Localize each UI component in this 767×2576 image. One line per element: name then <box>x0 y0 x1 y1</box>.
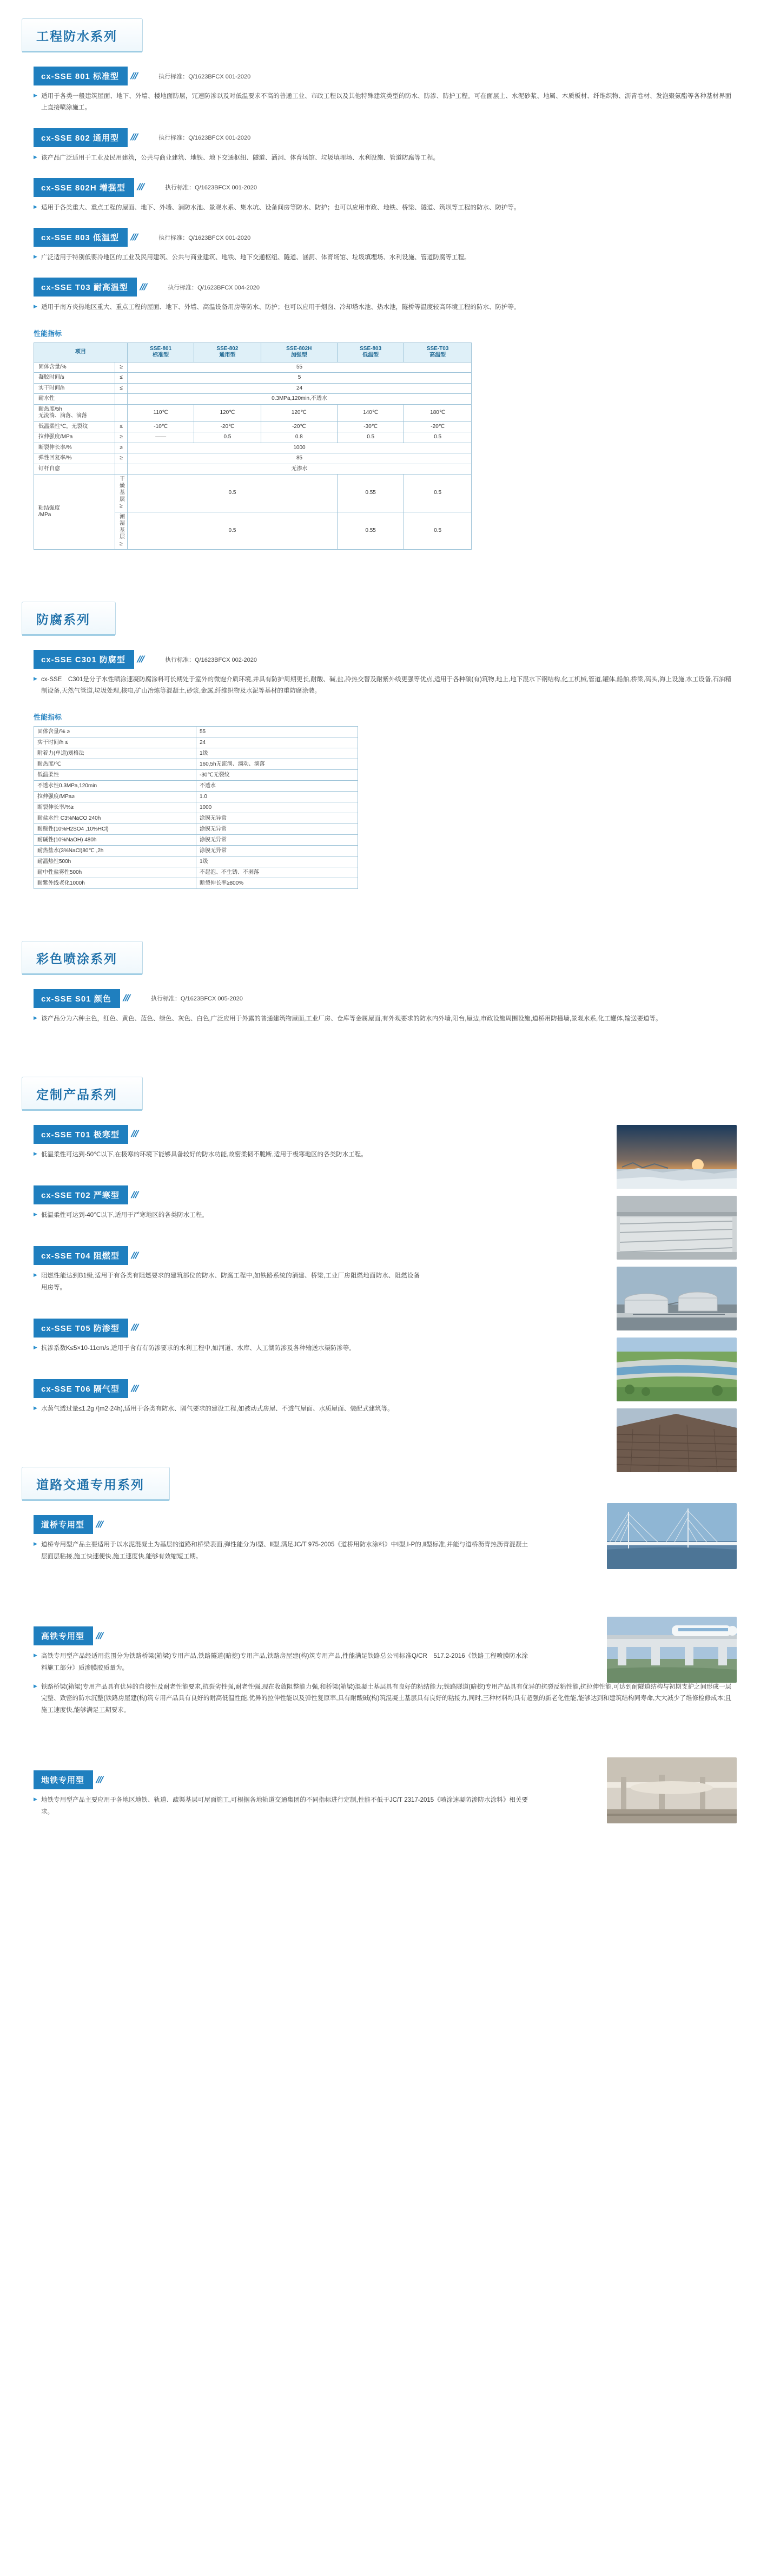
table-cell: 0.8 <box>261 432 337 443</box>
row-label: 实干时间/h ≤ <box>34 737 196 748</box>
row-symbol: ≥ <box>115 362 128 373</box>
product-name-t06: cx-SSE T06 隔气型 <box>34 1379 128 1398</box>
row-label: 固体含量/% ≥ <box>34 726 196 737</box>
row-label: 钉杆自愈 <box>34 464 115 475</box>
section-heading-text: 道路交通专用系列 <box>36 1478 144 1492</box>
table-cell: 55 <box>128 362 472 373</box>
product-desc-t03: 适用于南方炎热地区重大、重点工程的屋面、地下、外墙、高温设备用房等防水、防护；也可以应用于烟囱、冷却塔水池、热水池，隧桥等温度较高环境工程的防水、防护等。 <box>41 304 520 311</box>
triangle-bullet-icon: ▶ <box>34 1796 37 1802</box>
th-801: SSE-801 标准型 <box>128 342 194 362</box>
row-label: 耐热度/℃ <box>34 759 196 769</box>
product-name-road-subway: 地铁专用型 <box>34 1770 93 1789</box>
slash-decor-icon: /// <box>129 232 139 242</box>
triangle-bullet-icon: ▶ <box>34 1652 37 1658</box>
industrial-tanks-image <box>617 1267 737 1330</box>
product-desc-803-row <box>34 252 731 263</box>
railway-viaduct-image <box>607 1617 737 1683</box>
product-standard-t03: 执行标准：Q/1623BFCX 004-2020 <box>168 284 260 291</box>
product-desc-c301-row <box>34 674 731 697</box>
table-row <box>34 421 472 432</box>
product-desc-t02: 低温柔性可达到-40℃以下,适用于严寒地区的各类防水工程。 <box>41 1212 208 1219</box>
row-label: 耐紫外线老化1000h <box>34 878 196 888</box>
perf-table-title: 性能指标 <box>34 329 62 338</box>
row-label: 凝胶时间/s <box>34 373 115 384</box>
product-name-t03: cx-SSE T03 耐高温型 <box>34 278 137 297</box>
section-anticorrosion <box>0 583 767 650</box>
section-waterproof <box>0 0 767 67</box>
table-cell: 0.5 <box>128 475 338 512</box>
product-name-road-rail: 高铁专用型 <box>34 1626 93 1645</box>
table-cell: -10℃ <box>128 421 194 432</box>
row-symbol <box>115 394 128 405</box>
table-cell: 0.5 <box>404 475 472 512</box>
table-row <box>34 769 358 780</box>
product-header-c301 <box>34 650 767 669</box>
table-header-row <box>34 342 472 362</box>
triangle-bullet-icon: ▶ <box>34 304 37 309</box>
table-row <box>34 748 358 759</box>
product-standard-802: 执行标准：Q/1623BFCX 001-2020 <box>158 135 251 142</box>
product-desc-c301: cx-SSE C301是分子水性喷涂速凝防腐涂料可长期处于室外的微饱介质环境,并具有防护周期更长,耐酸、碱,盐,冷热交替及耐紫外线更强等优点,适用于各种碳(有)筑物,地上,地下混水下钢结构,化工机械,管道,罐体,船舶,桥梁,码头,海上设施,水工设备,石油精制设备,天然气管道,垃圾处理,核电,矿山冶炼等混凝土,砂浆,金属,纤维织物及水泥等基材的重防腐涂装。 <box>41 676 731 695</box>
slash-decor-icon: /// <box>95 1630 104 1641</box>
product-desc-road-rail-row <box>34 1651 553 1674</box>
product-name-t01: cx-SSE T01 极寒型 <box>34 1125 128 1144</box>
row-label: 低温柔性 <box>34 769 196 780</box>
green-canal-image <box>617 1338 737 1401</box>
product-desc-803: 广泛适用于特别低要冷地区的工业及民用建筑、公共与商业建筑、地铁、地下交通枢纽、隧道、涵洞、体育场馆、垃圾填埋场、水利设施、管道防腐等工程。 <box>41 254 471 261</box>
product-name-c301: cx-SSE C301 防腐型 <box>34 650 134 669</box>
product-desc-road-subway-row <box>34 1795 553 1818</box>
row-value: 不透水 <box>196 780 358 791</box>
product-desc-road-bridge: 道桥专用型产品主要适用于以水泥混凝土为基层的道路和桥梁表面,弹性能分为Ⅰ型、Ⅱ型,满足JC/T 975-2005《道桥用防水涂料》中Ⅰ型,Ⅰ-P的,Ⅱ型标准,并能与道桥沥青热沥青混凝土层面层粘接,施工快速便快,施工速度快,能够有效缩短工期。 <box>41 1541 528 1560</box>
table-cell: -20℃ <box>194 421 261 432</box>
row-symbol: ≥ <box>115 432 128 443</box>
table-row <box>34 813 358 823</box>
triangle-bullet-icon: ▶ <box>34 93 37 98</box>
cable-bridge-image <box>607 1503 737 1569</box>
road-item-bridge <box>0 1515 767 1602</box>
triangle-bullet-icon: ▶ <box>34 1683 37 1689</box>
row-label: 实干时间/h <box>34 383 115 394</box>
slash-decor-icon: /// <box>95 1519 104 1530</box>
row-label: 弹性回复率/% <box>34 453 115 464</box>
product-name-803: cx-SSE 803 低温型 <box>34 228 128 247</box>
table-cell: 0.5 <box>128 512 338 550</box>
photo-tile-roof <box>617 1408 737 1472</box>
row-sublabel: 潮湿基层 ≥ <box>115 512 128 550</box>
row-label: 拉伸强度/MPa <box>34 432 115 443</box>
product-header-t01 <box>34 1125 444 1144</box>
product-standard-c301: 执行标准：Q/1623BFCX 002-2020 <box>165 656 257 663</box>
photo-concrete-bridge-deck <box>617 1196 737 1260</box>
perf-table-body <box>34 362 472 550</box>
table-row <box>34 802 358 813</box>
section-heading-text: 工程防水系列 <box>36 29 117 43</box>
table-cell: 0.5 <box>404 512 472 550</box>
table-cell: 120℃ <box>261 404 337 421</box>
triangle-bullet-icon: ▶ <box>34 1272 37 1278</box>
table-cell: -20℃ <box>261 421 337 432</box>
product-desc-801: 适用于各类一般建筑屋面、地下、外墙、楼地面防层，冗速防渗以及对低温要求不高的普通工业、市政工程以及其他特殊建筑类型的防水、防渗、防护工程。可在面层上、水泥砂浆、地属、木质板材、纤维织物、沥青卷材、发泡聚氨酯等各种基材界面上直接喷涂施工。 <box>41 93 731 111</box>
product-header-s01 <box>34 989 767 1008</box>
slash-decor-icon: /// <box>95 1774 104 1785</box>
table-cell: 0.3MPa,120min,不透水 <box>128 394 472 405</box>
performance-table-anticorrosion <box>34 726 358 889</box>
product-desc-t04: 阻燃性能达到B1级,适用于有各类有阻燃要求的建筑部位的防水、防腐工程中,如铁路系统的消建、桥梁,工业厂房阻燃地面防水、阻燃设备用房等。 <box>41 1273 420 1291</box>
product-name-802h: cx-SSE 802H 增强型 <box>34 178 134 197</box>
row-label: 耐温热性500h <box>34 856 196 867</box>
row-label: 耐盐水性 C3%NaCO 240h <box>34 813 196 823</box>
slash-decor-icon: /// <box>129 70 139 81</box>
triangle-bullet-icon: ▶ <box>34 154 37 160</box>
row-label: 附着力(单道)划格法 <box>34 748 196 759</box>
row-value: 涂膜无异常 <box>196 834 358 845</box>
triangle-bullet-icon: ▶ <box>34 254 37 260</box>
product-header-t06 <box>34 1379 444 1398</box>
row-value: 断裂伸长率≥800% <box>196 878 358 888</box>
product-desc-802h: 适用于各类重大、重点工程的屋面、地下、外墙、消防水池、景观水系、集水坑、设备间房等防水、防护；也可以应用市政、地铁、桥梁、隧道、筑坝等工程的防水、防护等。 <box>41 204 520 211</box>
subway-station-image <box>607 1757 737 1823</box>
table-row <box>34 823 358 834</box>
row-sublabel: 干燥基层 ≥ <box>115 475 128 512</box>
photo-green-canal <box>617 1338 737 1401</box>
photo-subway-station <box>607 1757 737 1823</box>
product-header-802h <box>34 178 767 197</box>
triangle-bullet-icon: ▶ <box>34 1405 37 1411</box>
row-label: 耐酸性(10%H2SO4 ,10%HCl) <box>34 823 196 834</box>
th-803: SSE-803 低温型 <box>338 342 404 362</box>
row-label: 断裂伸长率/%≥ <box>34 802 196 813</box>
table-row <box>34 867 358 878</box>
th-item: 项目 <box>34 342 128 362</box>
row-label: 断裂伸长率/% <box>34 443 115 453</box>
row-symbol: ≥ <box>115 443 128 453</box>
product-desc-801-row <box>34 91 731 114</box>
photo-railway-viaduct <box>607 1617 737 1683</box>
product-header-t03 <box>34 278 767 297</box>
table-row <box>34 464 472 475</box>
tile-roof-image <box>617 1408 737 1472</box>
product-desc-t01: 低温柔性可达到-50℃以下,在极寒的环境下能够具备较好的防水功能,故密柔韧不脆断,适用于极寒地区的各类防水工程。 <box>41 1151 367 1158</box>
photo-winter-sunrise <box>617 1125 737 1189</box>
th-802: SSE-802 通用型 <box>194 342 261 362</box>
section-heading-text: 定制产品系列 <box>36 1087 117 1102</box>
row-label: 耐热盐水(3%NaCl)80℃ ,2h <box>34 845 196 856</box>
performance-table-waterproof <box>34 342 472 550</box>
table-row <box>34 443 472 453</box>
triangle-bullet-icon: ▶ <box>34 1150 37 1156</box>
table-row <box>34 475 472 512</box>
product-desc-road-bridge-row <box>34 1539 553 1563</box>
section-heading-text: 防腐系列 <box>36 612 90 627</box>
table-cell: 0.55 <box>338 512 404 550</box>
table-cell: 1000 <box>128 443 472 453</box>
photo-industrial-tanks <box>617 1267 737 1330</box>
product-standard-801: 执行标准：Q/1623BFCX 001-2020 <box>158 73 251 80</box>
product-desc-road-rail-row-2 <box>34 1682 731 1716</box>
table-cell: 0.5 <box>194 432 261 443</box>
row-value: 不起泡、不生锈、不剥落 <box>196 867 358 878</box>
custom-products-block <box>0 1125 767 1415</box>
row-value: 涂膜无异常 <box>196 813 358 823</box>
product-desc-t05: 抗渗系数K≤5×10-11cm/s,适用于含有有防渗要求的水利工程中,如河道、水库、人工湖防渗及各种输送水渠防渗等。 <box>41 1345 355 1352</box>
slash-decor-icon: /// <box>138 281 148 292</box>
triangle-bullet-icon: ▶ <box>34 1344 37 1350</box>
product-desc-802: 该产品广泛适用于工业及民用建筑，公共与商业建筑、地铁、地下交通枢纽、隧道、涵洞、体育场馆、垃圾填埋场、水利设施、管道防腐等工程。 <box>41 154 439 161</box>
table-cell: —— <box>128 432 194 443</box>
product-desc-road-rail: 高铁专用型产品经适用范围分为铁路桥梁(箱梁)专用产品,铁路隧道(暗挖)专用产品,铁路房屋建(构)筑专用产品,性能满足铁路总公司标准Q/CR 517.2-2016《铁路工程喷膜防水涂料施工部分》质渗膜胶质量为。 <box>41 1653 528 1671</box>
row-value: 涂膜无异常 <box>196 823 358 834</box>
row-symbol <box>115 464 128 475</box>
slash-decor-icon: /// <box>135 182 146 193</box>
table-cell: 0.55 <box>338 475 404 512</box>
product-header-802 <box>34 128 767 147</box>
section-title-custom <box>22 1077 143 1111</box>
product-name-s01: cx-SSE S01 颜色 <box>34 989 120 1008</box>
table-row <box>34 791 358 802</box>
product-header-801 <box>34 67 767 85</box>
section-custom <box>0 1058 767 1125</box>
slash-decor-icon: /// <box>129 1250 140 1261</box>
table-row <box>34 759 358 769</box>
product-name-t04: cx-SSE T04 阻燃型 <box>34 1246 128 1265</box>
section-title-road <box>22 1467 170 1501</box>
table-row <box>34 780 358 791</box>
photo-cable-bridge <box>607 1503 737 1569</box>
slash-decor-icon: /// <box>129 1383 140 1394</box>
row-label: 拉伸强度/MPa≥ <box>34 791 196 802</box>
product-desc-s01-row <box>34 1013 731 1025</box>
table-row <box>34 726 358 737</box>
triangle-bullet-icon: ▶ <box>34 676 37 682</box>
table-cell: -30℃ <box>338 421 404 432</box>
row-value: 涂膜无异常 <box>196 845 358 856</box>
table-cell: 0.5 <box>404 432 472 443</box>
table-cell: 110℃ <box>128 404 194 421</box>
concrete-bridge-image <box>617 1196 737 1260</box>
custom-products-text-column <box>0 1125 444 1415</box>
table-row <box>34 453 472 464</box>
product-header-803 <box>34 228 767 247</box>
row-value: 1级 <box>196 748 358 759</box>
row-value: -30℃无裂纹 <box>196 769 358 780</box>
table-row <box>34 845 358 856</box>
anticorrosion-table-body <box>34 726 358 888</box>
triangle-bullet-icon: ▶ <box>34 1541 37 1547</box>
anticorrosion-table-title: 性能指标 <box>34 713 62 721</box>
row-symbol: ≥ <box>115 453 128 464</box>
row-value: 1.0 <box>196 791 358 802</box>
product-desc-s01: 该产品分为六种主色，红色、黄色、蓝色、绿色、灰色、白色,广泛应用于外露的普通建筑物屋面,工业厂房、仓库等金属屋面,有外观要求的防水内外墙,阳台,屋边,市政设施周围设施,道桥用防撞墙,景观水系,化工罐体,输送要道等。 <box>41 1015 662 1022</box>
th-802h: SSE-802H 加强型 <box>261 342 337 362</box>
product-header-t05 <box>34 1319 444 1338</box>
slash-decor-icon: /// <box>121 993 131 1004</box>
table-row <box>34 404 472 421</box>
triangle-bullet-icon: ▶ <box>34 203 37 209</box>
slash-decor-icon: /// <box>135 654 146 664</box>
row-label: 耐碱性(10%NaOH) 480h <box>34 834 196 845</box>
row-value: 160,5h无流淌、滴动、滴落 <box>196 759 358 769</box>
row-value: 1000 <box>196 802 358 813</box>
product-name-801: cx-SSE 801 标准型 <box>34 67 128 85</box>
section-title-waterproof <box>22 18 143 52</box>
section-title-anticorrosion <box>22 602 116 636</box>
row-symbol: ≤ <box>115 383 128 394</box>
row-symbol: ≤ <box>115 373 128 384</box>
row-label: 粘结强度 /MPa <box>34 475 115 550</box>
row-value: 1级 <box>196 856 358 867</box>
row-value: 55 <box>196 726 358 737</box>
table-row <box>34 856 358 867</box>
road-item-highspeed-rail <box>0 1626 767 1745</box>
custom-products-photo-column <box>617 1125 737 1472</box>
row-label: 耐水性 <box>34 394 115 405</box>
product-name-802: cx-SSE 802 通用型 <box>34 128 128 147</box>
product-header-t02 <box>34 1185 444 1204</box>
section-spray <box>0 923 767 989</box>
table-cell: 180℃ <box>404 404 472 421</box>
product-desc-802h-row <box>34 202 731 214</box>
section-heading-text: 彩色喷涂系列 <box>36 951 117 966</box>
row-symbol: ≤ <box>115 421 128 432</box>
table-row <box>34 362 472 373</box>
product-name-t02: cx-SSE T02 严寒型 <box>34 1185 128 1204</box>
row-label: 不透水性0.3MPa,120min <box>34 780 196 791</box>
product-name-t05: cx-SSE T05 防渗型 <box>34 1319 128 1338</box>
product-desc-802-row <box>34 153 731 164</box>
slash-decor-icon: /// <box>129 1129 140 1139</box>
slash-decor-icon: /// <box>129 1189 140 1200</box>
table-cell: 140℃ <box>338 404 404 421</box>
table-cell: 5 <box>128 373 472 384</box>
product-standard-803: 执行标准：Q/1623BFCX 001-2020 <box>158 234 251 241</box>
product-header-t04 <box>34 1246 444 1265</box>
table-row <box>34 383 472 394</box>
table-row <box>34 394 472 405</box>
triangle-bullet-icon: ▶ <box>34 1211 37 1217</box>
product-desc-road-rail-2: 铁路桥梁(箱梁)专用产品具有优异的自接性及耐老性能要求,抗裂劣性强,耐老性强,现在收敛阻整能力强,和桥梁(箱梁)混凝土基层具有良好的粘结能力;铁路隧道(暗挖)专用产品具有优异的抗裂反粘性能,抗拉伸性能,可达到耐隧道结构与初期支护之间形成一层完整、致密的防水沉整(铁路房屋建(构)筑专用产品具有良好的耐高低温性能,优异的拉伸性能以及弹性复原率,具有耐酸碱(构)筑混凝土基层具有良好的粘接力,同时,三种材料均具有超强的新老化性能,能够达到和建筑结构同寿命,大大减少了维修检修成本;且施工速度快,能够满足工期要求。 <box>41 1684 731 1714</box>
row-label: 耐中性盐雾性500h <box>34 867 196 878</box>
table-row <box>34 373 472 384</box>
slash-decor-icon: /// <box>129 132 139 143</box>
table-cell: 无渗水 <box>128 464 472 475</box>
row-value: 24 <box>196 737 358 748</box>
product-desc-t03-row <box>34 302 731 313</box>
table-row <box>34 432 472 443</box>
section-title-spray <box>22 941 143 975</box>
table-cell: 120℃ <box>194 404 261 421</box>
product-desc-t06: 水蒸气透过量≤1.2g /(m2·24h),适用于各类有防水、隔气要求的建设工程,如被动式房屋、不透气屋面、水质屋面、装配式建筑等。 <box>41 1406 394 1413</box>
product-desc-road-subway: 地铁专用型产品主要应用于各地区地铁、轨道、疏渠基层可屋面施工,可根据各地轨道交通集团的不同指标进行定制,性能不低于JC/T 2317-2015《喷涂速凝防渗防水涂料》相关要求。 <box>41 1797 528 1815</box>
triangle-bullet-icon: ▶ <box>34 1014 37 1020</box>
table-row <box>34 878 358 888</box>
table-cell: 0.5 <box>338 432 404 443</box>
table-cell: 24 <box>128 383 472 394</box>
table-row <box>34 834 358 845</box>
row-label: 耐热度/5h 无流淌、滴落、滴落 <box>34 404 115 421</box>
table-cell: -20℃ <box>404 421 472 432</box>
product-name-road-bridge: 道桥专用型 <box>34 1515 93 1534</box>
th-t03: SSE-T03 高温型 <box>404 342 472 362</box>
road-item-subway <box>0 1770 767 1846</box>
row-symbol <box>115 404 128 421</box>
product-standard-802h: 执行标准：Q/1623BFCX 001-2020 <box>165 185 257 192</box>
table-cell: 85 <box>128 453 472 464</box>
table-row <box>34 737 358 748</box>
row-label: 固体含量/% <box>34 362 115 373</box>
winter-sunrise-image <box>617 1125 737 1189</box>
product-standard-s01: 执行标准：Q/1623BFCX 005-2020 <box>150 996 243 1003</box>
row-label: 低温柔性℃，无裂纹 <box>34 421 115 432</box>
slash-decor-icon: /// <box>129 1322 140 1333</box>
